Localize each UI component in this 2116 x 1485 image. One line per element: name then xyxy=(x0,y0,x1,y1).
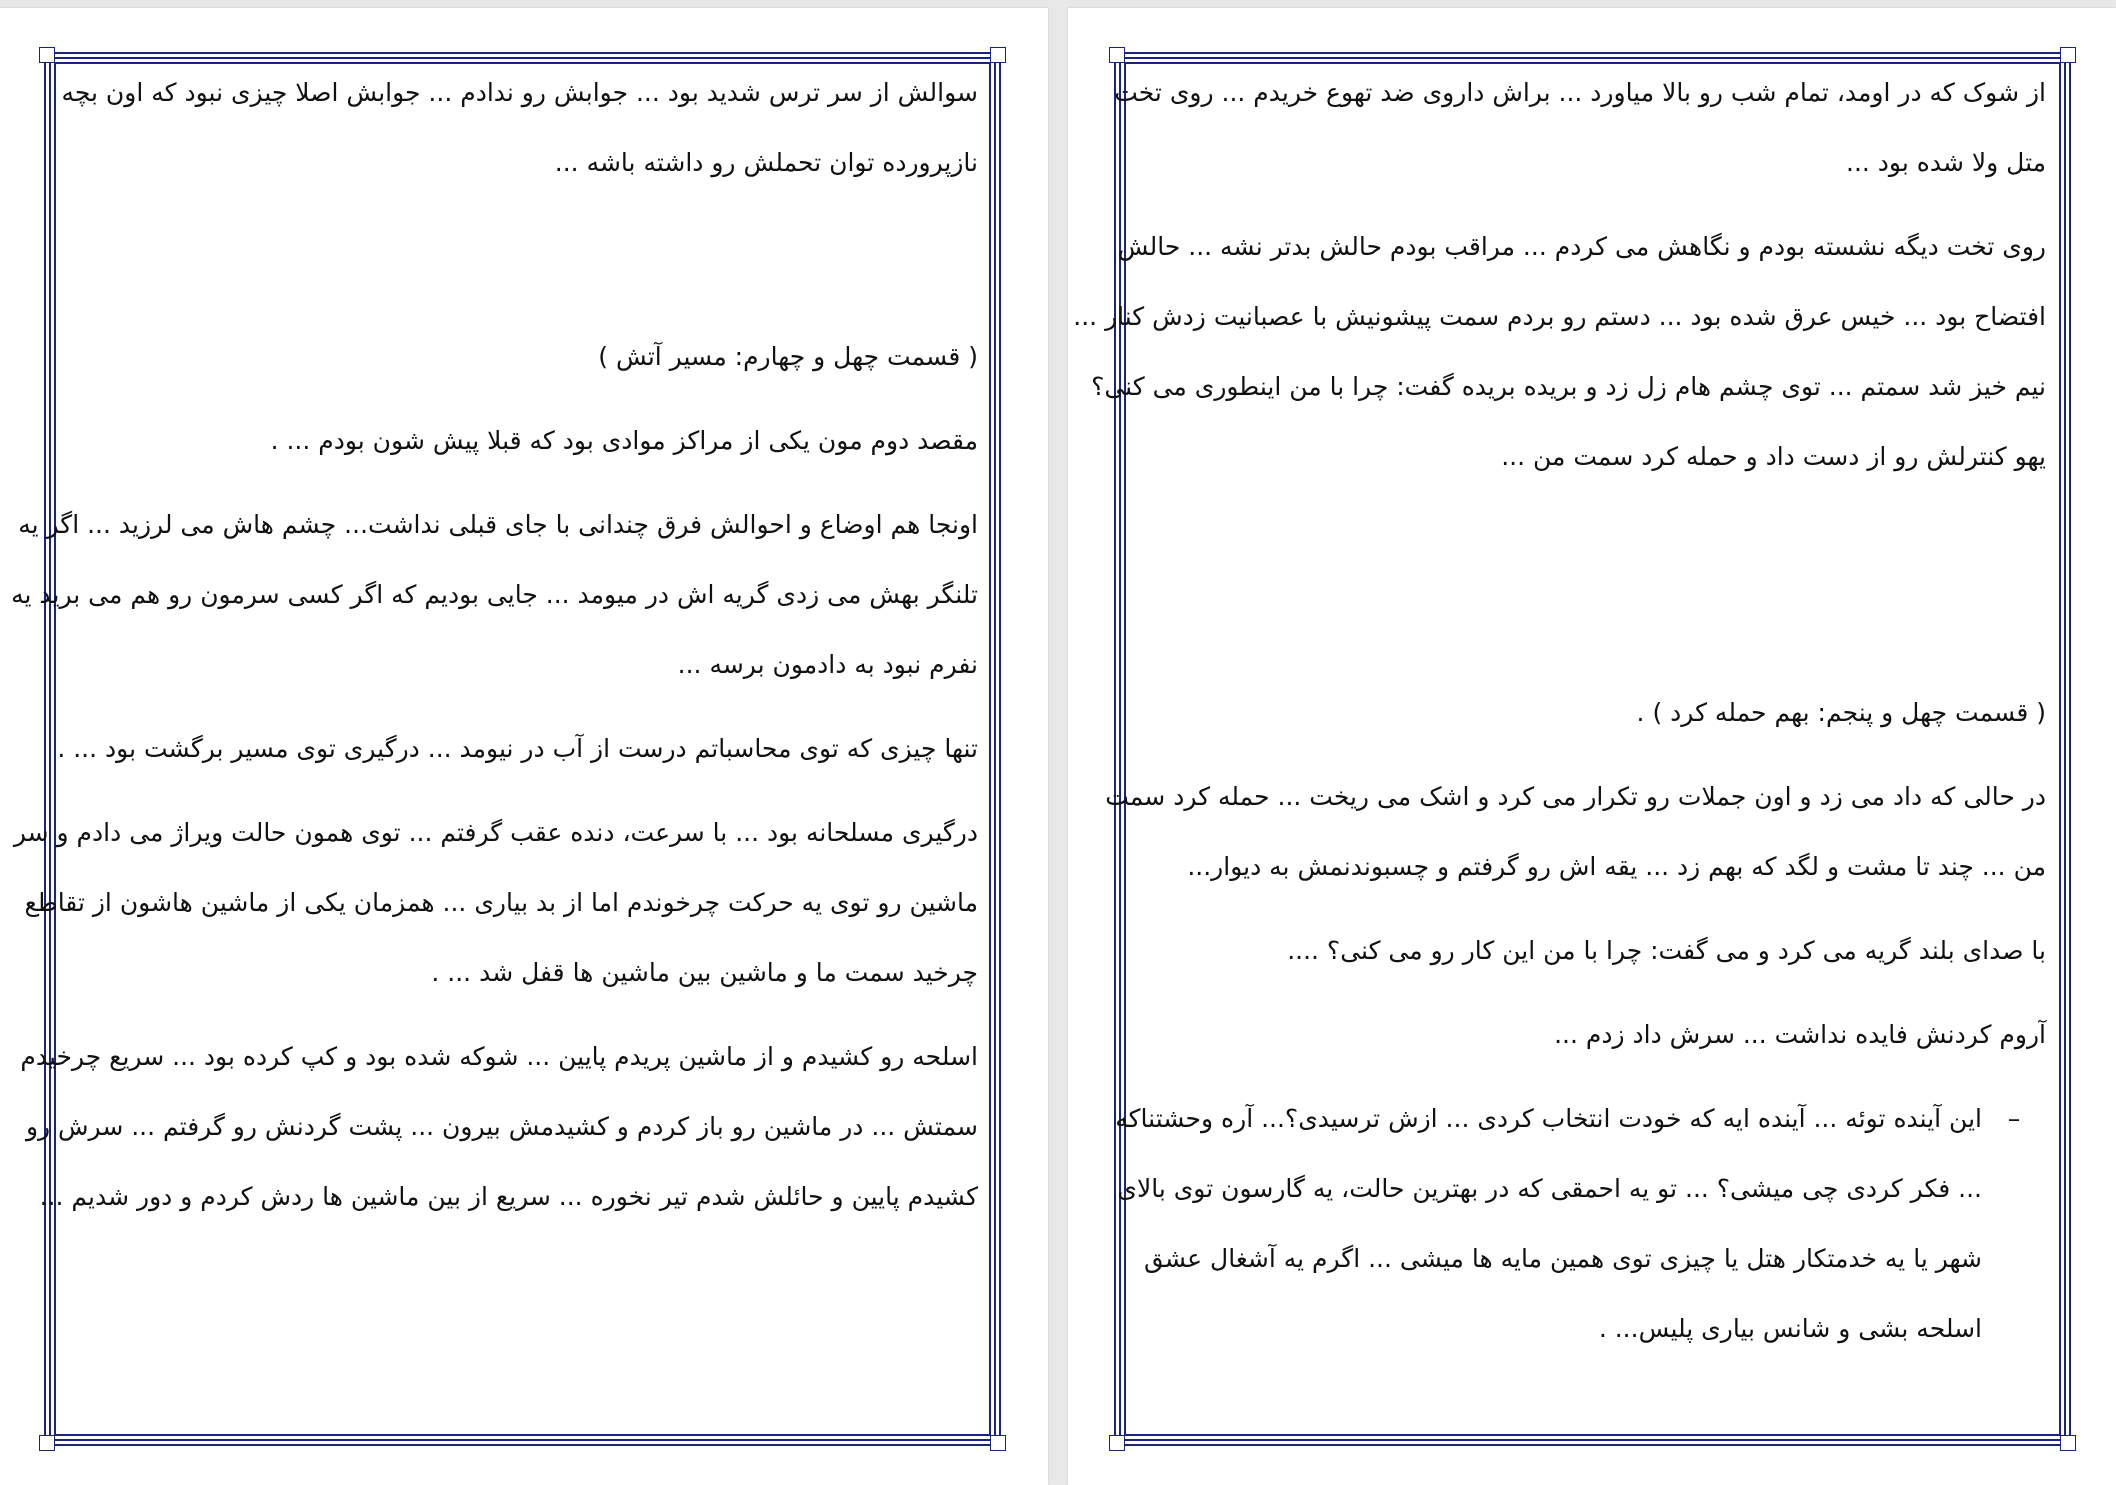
text-line: چرخید سمت ما و ماشین بین ماشین ها قفل شد ... . xyxy=(431,958,978,987)
frame-corner xyxy=(39,1435,55,1451)
text-line: مقصد دوم مون یکی از مراکز موادی بود که قبلا پیش شون بودم ... . xyxy=(270,426,978,455)
text-line: متل ولا شده بود ... xyxy=(1846,148,2046,177)
text-line: آروم کردنش فایده نداشت ... سرش داد زدم ... xyxy=(1554,1020,2046,1049)
text-line: اسلحه بشی و شانس بیاری پلیس... . xyxy=(1598,1314,1982,1343)
text-line: درگیری مسلحانه بود ... با سرعت، دنده عقب گرفتم ... توی همون حالت ویراژ می دادم و سر xyxy=(13,818,978,847)
section-heading: ( قسمت چهل و چهارم: مسیر آتش ) xyxy=(598,342,978,371)
text-line: این آینده توئه ... آینده ایه که خودت انتخاب کردی ... ازش ترسیدی؟... آره وحشتناکه xyxy=(1115,1104,1982,1133)
text-line: نیم خیز شد سمتم ... توی چشم هام زل زد و بریده بریده گفت: چرا با من اینطوری می کنی؟ xyxy=(1091,372,2046,401)
text-line: ... فکر کردی چی میشی؟ ... تو یه احمقی که در بهترین حالت، یه گارسون توی بالای xyxy=(1117,1174,1982,1203)
text-line: تلنگر بهش می زدی گریه اش در میومد ... جایی بودیم که اگر کسی سرمون رو هم می برید یه xyxy=(11,580,978,609)
text-line: در حالی که داد می زد و اون جملات رو تکرار می کرد و اشک می ریخت ... حمله کرد سمت xyxy=(1105,782,2046,811)
frame-corner xyxy=(2060,47,2076,63)
text-line: از شوک که در اومد، تمام شب رو بالا میاورد ... براش داروی ضد تهوع خریدم ... روی تخت xyxy=(1114,78,2046,107)
text-line: ماشین رو توی یه حرکت چرخوندم اما از بد بیاری ... همزمان یکی از ماشین هاشون از تقاطع xyxy=(24,888,978,917)
text-line: تنها چیزی که توی محاسباتم درست از آب در نیومد ... درگیری توی مسیر برگشت بود ... . xyxy=(57,734,978,763)
text-line: روی تخت دیگه نشسته بودم و نگاهش می کردم ... مراقب بودم حالش بدتر نشه ... حالش xyxy=(1117,232,2046,261)
dash-bullet: – xyxy=(2007,1104,2021,1133)
text-line: نازپرورده توان تحملش رو داشته باشه ... xyxy=(554,148,978,177)
text-line: شهر یا یه خدمتکار هتل یا چیزی توی همین مایه ها میشی ... اگرم یه آشغال عشق xyxy=(1144,1244,1982,1273)
section-heading: ( قسمت چهل و پنجم: بهم حمله کرد ) . xyxy=(1636,698,2046,727)
text-line: سمتش ... در ماشین رو باز کردم و کشیدمش بیرون ... پشت گردنش رو گرفتم ... سرش رو xyxy=(25,1112,978,1141)
document-page-left xyxy=(0,8,1048,1485)
text-line: اسلحه رو کشیدم و از ماشین پریدم پایین ... شوکه شده بود و کپ کرده بود ... سریع چرخیدم xyxy=(20,1042,978,1071)
text-line: یهو کنترلش رو از دست داد و حمله کرد سمت من ... xyxy=(1501,442,2046,471)
page-text-right xyxy=(1073,58,2046,1364)
frame-corner xyxy=(990,47,1006,63)
text-line: با صدای بلند گریه می کرد و می گفت: چرا با من این کار رو می کنی؟ .... xyxy=(1287,936,2046,965)
document-page-right xyxy=(1068,8,2116,1485)
frame-corner xyxy=(990,1435,1006,1451)
frame-corner xyxy=(1109,1435,1125,1451)
text-line: افتضاح بود ... خیس عرق شده بود ... دستم رو بردم سمت پیشونیش با عصبانیت زدش کنار ... xyxy=(1073,302,2046,331)
spacer xyxy=(1146,492,2046,678)
text-line: نفرم نبود به دادمون برسه ... xyxy=(677,650,978,679)
page-text-left xyxy=(11,58,978,1232)
frame-corner xyxy=(39,47,55,63)
text-line: سوالش از سر ترس شدید بود ... جوابش رو ندادم ... جوابش اصلا چیزی نبود که اون بچه xyxy=(61,78,978,107)
text-line: اونجا هم اوضاع و احوالش فرق چندانی با جای قبلی نداشت... چشم هاش می لرزید ... اگر یه xyxy=(18,510,978,539)
spacer xyxy=(78,198,978,322)
frame-corner xyxy=(2060,1435,2076,1451)
text-line: من ... چند تا مشت و لگد که بهم زد ... یقه اش رو گرفتم و چسبوندنمش به دیوار... xyxy=(1187,852,2046,881)
text-line: کشیدم پایین و حائلش شدم تیر نخوره ... سریع از بین ماشین ها ردش کردم و دور شدیم ... xyxy=(39,1182,978,1211)
dialogue-line xyxy=(1115,1084,2046,1154)
